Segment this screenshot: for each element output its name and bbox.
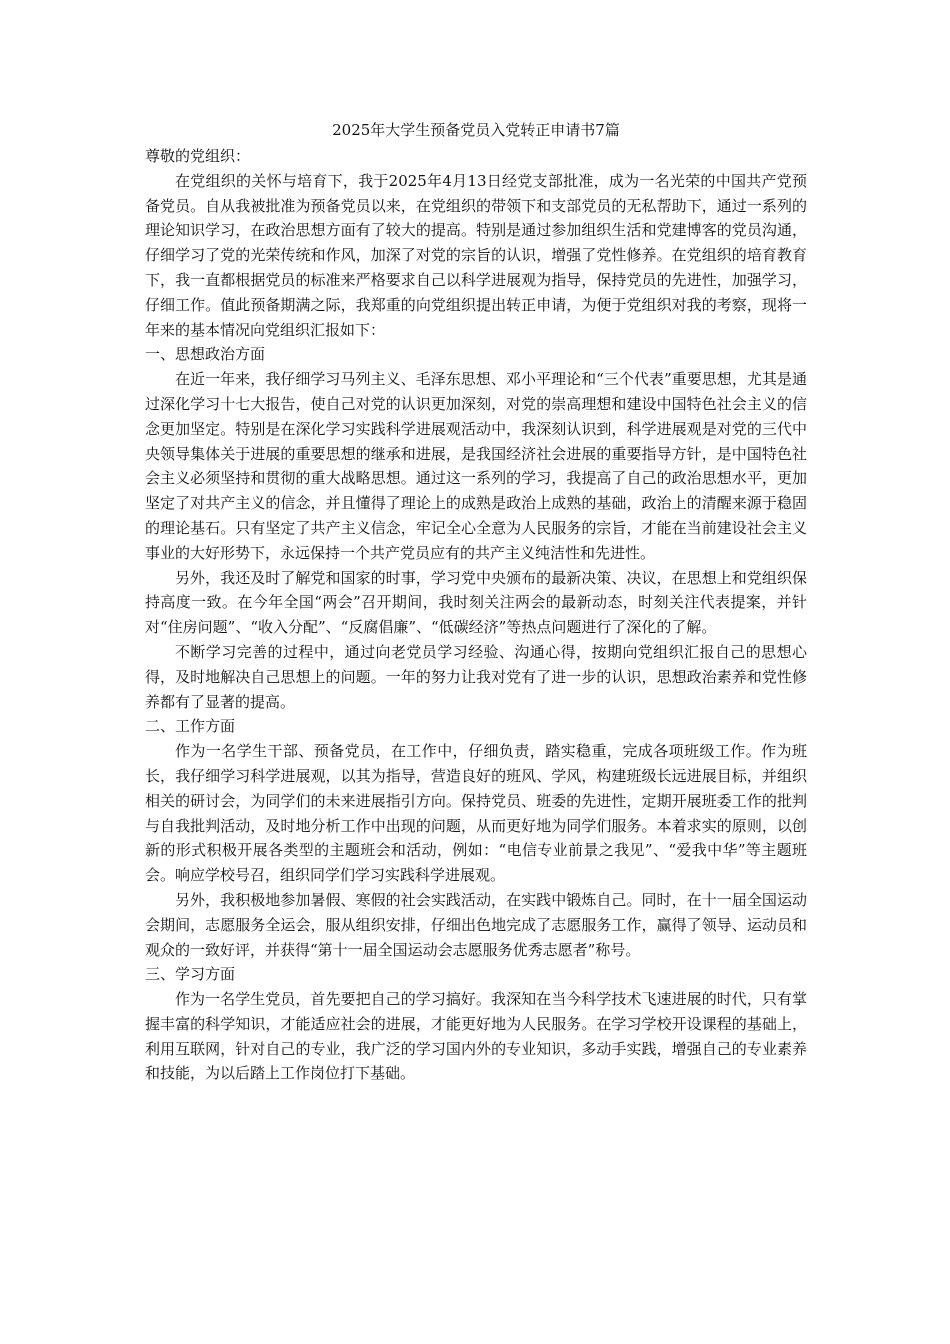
intro-paragraph: 在党组织的关怀与培育下，我于2025年4月13日经党支部批准，成为一名光荣的中国共产党预备党员。自从我被批准为预备党员以来，在党组织的带领下和支部党员的无私帮助下，通过一系列的理论知识学习，在政治思想方面有了较大的提高。特别是通过参加组织生活和党建博客的党员沟通，仔细学习了党的光荣传统和作风，加深了对党的宗旨的认识，增强了党性修养。在党组织的培育教育下，我一直都根据党员的标准来严格要求自己以科学进展观为指导，保持党员的先进性，加强学习，仔细工作。值此预备期满之际，我郑重的向党组织提出转正申请，为便于党组织对我的考察，现将一年来的基本情况向党组织汇报如下： (145, 171, 807, 339)
salutation: 尊敬的党组织： (145, 147, 251, 165)
section-politics-paragraph-2: 另外，我还及时了解党和国家的时事，学习党中央颁布的最新决策、决议，在思想上和党组织保持高度一致。在今年全国“两会”召开期间，我时刻关注两会的最新动态，时刻关注代表提案，并针对“住房问题”、“收入分配”、“反腐倡廉”、“低碳经济”等热点问题进行了深化的了解。 (145, 568, 807, 637)
section-heading-politics: 一、思想政治方面 (145, 345, 266, 364)
document-page (145, 118, 807, 1086)
section-work-paragraph-1: 作为一名学生干部、预备党员，在工作中，仔细负责，踏实稳重，完成各项班级工作。作为班长，我仔细学习科学进展观，以其为指导，营造良好的班风、学风，构建班级长远进展目标，并组织相关的研讨会，为同学们的未来进展指引方向。保持党员、班委的先进性，定期开展班委工作的批判与自我批判活动，及时地分析工作中出现的问题，从而更好地为同学们服务。本着求实的原则，以创新的形式积极开展各类型的主题班会和活动，例如：“电信专业前景之我见”、“爱我中华”等主题班会。响应学校号召，组织同学们学习实践科学进展观。 (145, 742, 807, 885)
section-heading-work: 二、工作方面 (145, 717, 236, 736)
section-work-paragraph-2: 另外，我积极地参加暑假、寒假的社会实践活动，在实践中锻炼自己。同时，在十一届全国运动会期间，志愿服务全运会，服从组织安排，仔细出色地完成了志愿服务工作，赢得了领导、运动员和观众的一致好评，并获得“第十一届全国运动会志愿服务优秀志愿者”称号。 (145, 890, 807, 959)
section-politics-paragraph-1: 在近一年来，我仔细学习马列主义、毛泽东思想、邓小平理论和“三个代表”重要思想，尤其是通过深化学习十七大报告，使自己对党的认识更加深刻，对党的崇高理想和建设中国特色社会主义的信念更加坚定。特别是在深化学习实践科学进展观活动中，我深刻认识到，科学进展观是对党的三代中央领导集体关于进展的重要思想的继承和进展，是我国经济社会进展的重要指导方针，是中国特色社会主义必须坚持和贯彻的重大战略思想。通过这一系列的学习，我提高了自己的政治思想水平，更加坚定了对共产主义的信念，并且懂得了理论上的成熟是政治上成熟的基础，政治上的清醒来源于稳固的理论基石。只有坚定了共产主义信念，牢记全心全意为人民服务的宗旨，才能在当前建设社会主义事业的大好形势下，永远保持一个共产党员应有的共产主义纯洁性和先进性。 (145, 370, 807, 562)
section-heading-study: 三、学习方面 (145, 965, 236, 984)
section-study-paragraph-1: 作为一名学生党员，首先要把自己的学习搞好。我深知在当今科学技术飞速进展的时代，只有掌握丰富的科学知识，才能适应社会的进展，才能更好地为人民服务。在学习学校开设课程的基础上，利用互联网，针对自己的专业，我广泛的学习国内外的专业知识，多动手实践，增强自己的专业素养和技能，为以后踏上工作岗位打下基础。 (145, 990, 807, 1083)
section-politics-paragraph-3: 不断学习完善的过程中，通过向老党员学习经验、沟通心得，按期向党组织汇报自己的思想心得，及时地解决自己思想上的问题。一年的努力让我对党有了进一步的认识，思想政治素养和党性修养都有了显著的提高。 (145, 642, 807, 711)
document-title: 2025年大学生预备党员入党转正申请书7篇 (332, 121, 620, 139)
